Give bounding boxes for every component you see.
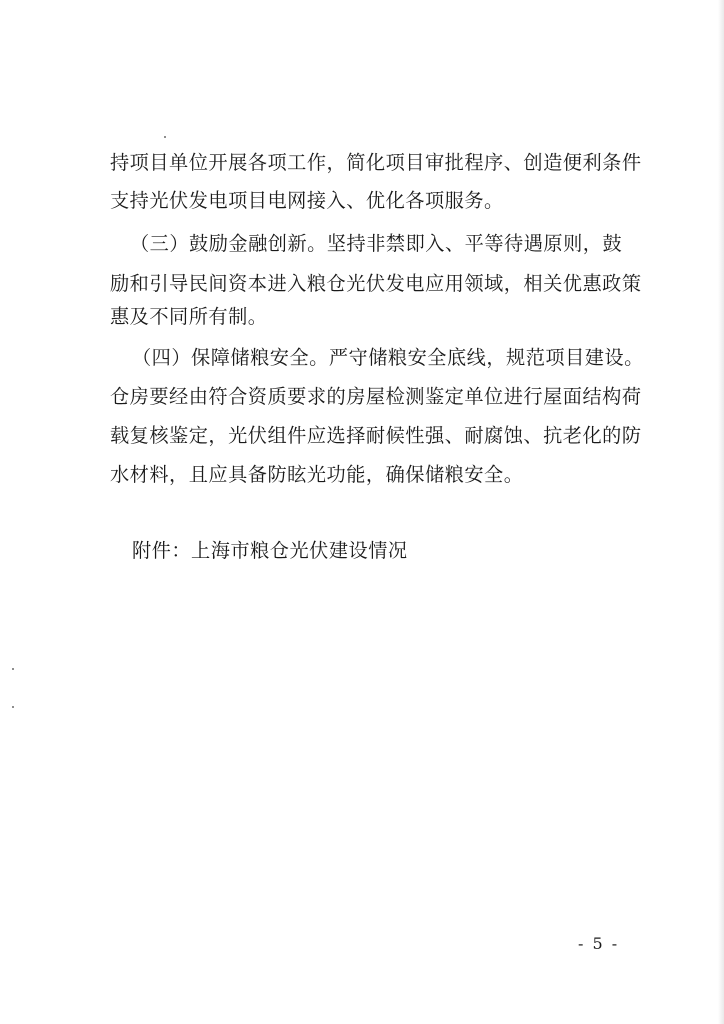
attachment-note: 附件：上海市粮仓光伏建设情况 <box>132 539 408 562</box>
section-heading-line: （四）保障储粮安全。严守储粮安全底线，规范项目建设。 <box>132 346 644 369</box>
scan-speck <box>164 136 166 138</box>
body-text-line: 支持光伏发电项目电网接入、优化各项服务。 <box>110 189 504 212</box>
scan-edge-shadow <box>718 0 724 1024</box>
body-text-line: 持项目单位开展各项工作，简化项目审批程序、创造便利条件 <box>110 151 642 174</box>
body-text-line: 水材料，且应具备防眩光功能，确保储粮安全。 <box>110 463 524 486</box>
scan-speck <box>12 706 14 708</box>
section-heading-line: （三）鼓励金融创新。坚持非禁即入、平等待遇原则，鼓 <box>130 232 623 255</box>
body-text-line: 载复核鉴定，光伏组件应选择耐候性强、耐腐蚀、抗老化的防 <box>110 424 642 447</box>
body-text-line: 仓房要经由符合资质要求的房屋检测鉴定单位进行屋面结构荷 <box>110 385 642 408</box>
scan-speck <box>12 668 14 670</box>
body-text-line: 励和引导民间资本进入粮仓光伏发电应用领域，相关优惠政策 <box>110 272 642 295</box>
page-number: - 5 - <box>578 934 620 953</box>
body-text-line: 惠及不同所有制。 <box>110 305 268 328</box>
